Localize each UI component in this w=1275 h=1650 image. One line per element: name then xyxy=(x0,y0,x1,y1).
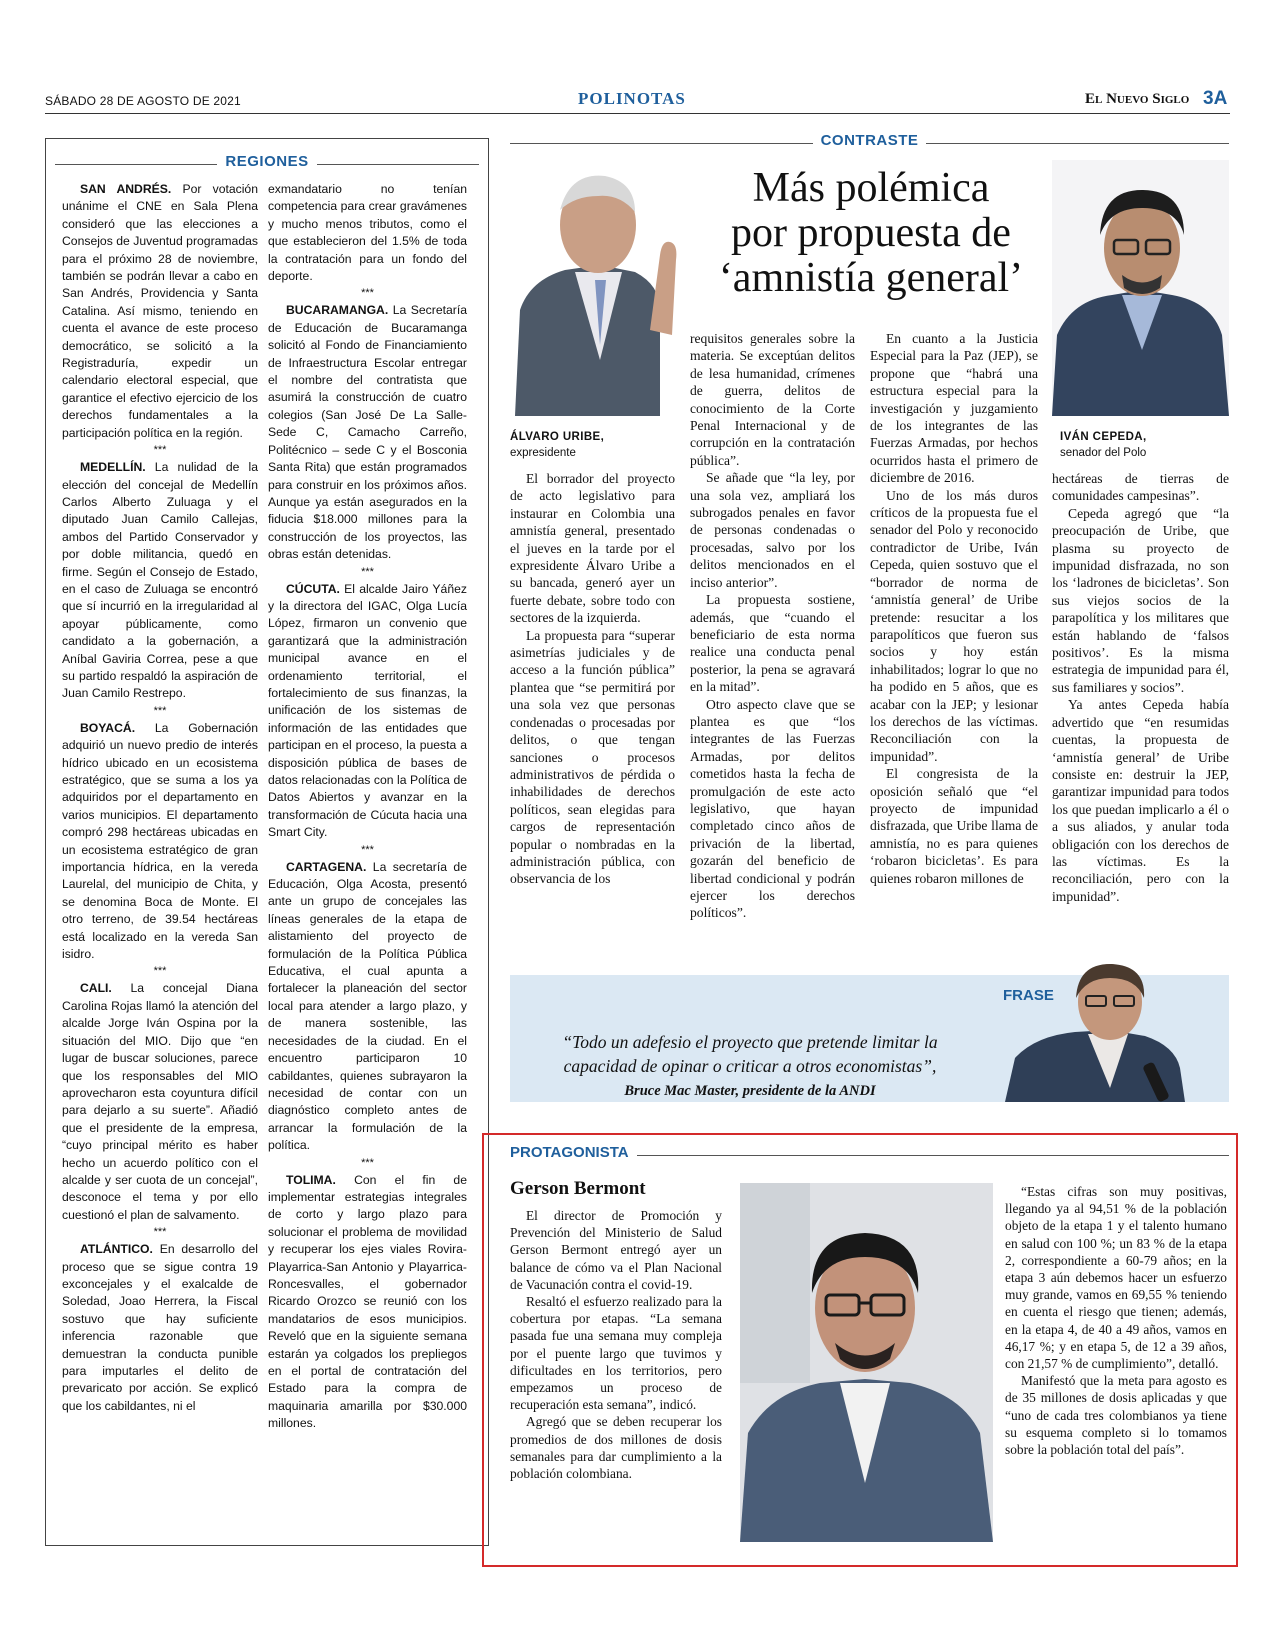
note-separator: *** xyxy=(153,704,167,717)
region-city: BUCARAMANGA. xyxy=(286,303,389,318)
paragraph: En cuanto a la Justicia Especial para la Paz (JEP), se propone que “habrá una estructura especial para la investigación y juzgamiento de los integrantes de las Fuerzas Armadas, por hechos ocurridos hasta el primero de diciembre de 2016. xyxy=(870,331,1038,486)
headline-line: ‘amnistía general’ xyxy=(718,255,1024,301)
regiones-kicker: REGIONES xyxy=(217,153,316,170)
region-note xyxy=(62,181,258,442)
header-date: SÁBADO 28 DE AGOSTO DE 2021 xyxy=(45,94,241,108)
protagonista-kicker-rule xyxy=(637,1155,1229,1156)
headline-line: por propuesta de xyxy=(731,210,1011,256)
uribe-portrait-icon xyxy=(510,160,690,416)
bruce-mac-master-photo xyxy=(1000,958,1229,1102)
protagonista-column-2 xyxy=(1005,1183,1227,1458)
paragraph: Manifestó que la meta para agosto es de 35 millones de dosis aplicadas y que “uno de cada tres colombianos ya tiene su esquema completo si lo tomamos sobre la población total del país”. xyxy=(1005,1373,1227,1458)
paragraph: Otro aspecto clave que se plantea es que “los integrantes de las Fuerzas Armadas, por delitos cometidos hasta la fecha de promulgación de este acto legislativo, que hayan completado cinco años de privación de la libertad, gozarán del beneficio de libertad condicional y podrán ejercer los derechos políticos”. xyxy=(690,696,855,921)
note-separator: *** xyxy=(153,1226,167,1239)
regiones-column-left xyxy=(62,181,258,1417)
region-city: BOYACÁ. xyxy=(80,720,136,735)
paragraph: Cepeda agregó que “la preocupación de Uribe, que plasma su proyecto de impunidad disfrazada, no son los ‘ladrones de bicicletas’. Son sus viejos socios de la parapolítica y los militares que están hablando de ‘falsos positivos’. Es la misma estrategia de impunidad para él, sus familiares y socios”. xyxy=(1052,505,1229,695)
note-separator: *** xyxy=(153,965,167,978)
region-city: SAN ANDRÉS. xyxy=(80,182,172,196)
paragraph: hectáreas de tierras de comunidades campesinas”. xyxy=(1052,471,1229,504)
cepeda-portrait-icon xyxy=(1052,160,1229,416)
region-text: En desarrollo del proceso que se sigue contra 19 exconcejales y el exalcalde de Soledad, Joao Herrera, la Fiscal sostuvo que hay suficiente inferencia razonable que demuestran la conducta punible para imputarles el delito de prevaricato por acción. Se explicó que los cabildantes, ni el xyxy=(62,1242,258,1413)
region-city: ATLÁNTICO. xyxy=(80,1242,153,1257)
paragraph: Ya antes Cepeda había advertido que “en resumidas cuentas, la propuesta de ‘amnistía general’ de Uribe consiste en: destruir la JEP, garantizar impunidad para todos los que puedan implicarlo a él o a sus aliados, y anular toda obligación con los derechos de las víctimas. Es la reconciliación, pero con la impunidad”. xyxy=(1052,697,1229,904)
paragraph: El congresista de la oposición señaló que “el proyecto de impunidad disfrazada, que Uribe llama de amnistía, no es para quienes ‘robaron bicicletas’. Es para quienes robaron millones de xyxy=(870,766,1038,886)
region-city: CÚCUTA. xyxy=(286,581,340,596)
region-city: MEDELLÍN. xyxy=(80,460,146,475)
paragraph: Uno de los más duros críticos de la propuesta fue el senador del Polo y reconocido contradictor de Uribe, Iván Cepeda, quien sostuvo que el “borrador de norma de ‘amnistía general’ de Uribe pretende: resucitar a los parapolíticos que fueron sus socios y hoy están inhabilitados; lograr lo que no ha podido en 5 años, que es acabar con la JEP; y lesionar los derechos de las víctimas. Reconciliación con la impunidad”. xyxy=(870,487,1038,764)
paragraph: “Estas cifras son muy positivas, llegando ya al 94,51 % de la población objeto de la etapa 1 y el talento humano en salud con 100 %; un 83 % de la etapa 2, correspondiente a 60-79 años; en la etapa 3 aún debemos hacer un esfuerzo muy grande, vamos en 69,55 % teniendo en cuenta el riesgo que tienen; además, en la etapa 4, de 40 a 49 años, vamos en 46,17 %; y en etapa 5, de 12 a 39 años, con 21,57 % de cumplimiento”, detalló. xyxy=(1005,1184,1227,1372)
region-text: Por votación unánime el CNE en Sala Plena consideró que las elecciones a Consejos de Juventud programadas para el próximo 28 de noviembre, también se podrán llevar a cabo en San Andrés, Providencia y Santa Catalina. Así mismo, teniendo en cuenta el avance de este proceso democrático, se solicitó a la Registraduría, expedir un calendario electoral especial, que garantice el efectivo ejercicio de los derechos fundamentales a la participación política en la región. xyxy=(62,182,258,440)
newspaper-name: El Nuevo Siglo xyxy=(1085,91,1190,107)
quote-line: “Todo un adefesio el proyecto que pretende limitar la xyxy=(562,1032,938,1052)
quote-line: capacidad de opinar o criticar a otros economistas”, xyxy=(563,1056,937,1076)
bermont-portrait-icon xyxy=(740,1183,993,1542)
contraste-kicker-wrap xyxy=(510,132,1229,150)
region-city: TOLIMA. xyxy=(286,1172,336,1187)
header-rule xyxy=(45,113,1230,114)
regiones-column-right xyxy=(268,181,467,1435)
paragraph: Resaltó el esfuerzo realizado para la cobertura por etapas. “La semana pasada fue una semana muy compleja por el puente largo que tuvimos y dificultades en los territorios, pero empezamos un proceso de recuperación esta semana”, indicó. xyxy=(510,1294,722,1413)
region-note xyxy=(62,980,258,1224)
note-separator: *** xyxy=(361,565,374,578)
mac-master-portrait-icon xyxy=(1000,958,1229,1102)
region-note xyxy=(62,459,258,703)
note-separator: *** xyxy=(361,1156,374,1169)
region-text: La nulidad de la elección del concejal de Medellín Carlos Alberto Zuluaga y el diputado Juan Camilo Callejas, ambos del Partido Conservador y por doble militancia, quedó en firme. Según el Consejo de Estado, en el caso de Zuluaga se encontró que sí incurrió en la irregularidad al apoyar públicamente, como candidato a la gobernación, a Aníbal Gaviria Correa, pese a que su partido respaldó la aspiración de Juan Camilo Restrepo. xyxy=(62,460,258,701)
note-separator: *** xyxy=(361,843,374,856)
headline xyxy=(690,166,1052,301)
region-text: Con el fin de implementar estrategias integrales de corto y largo plazo para solucionar el problema de movilidad y recuperar los ejes viales Rovira-Playarrica-San Antonio y Playarrica-Roncesvalles, el gobernador Ricardo Orozco se reunió con los mandatarios de esos municipios. Reveló que en la siguiente semana estarán ya colgados los prepliegos en el portal de contratación del Estado para la compra de maquinaria amarilla por $30.000 millones. xyxy=(268,1172,467,1431)
headline-line: Más polémica xyxy=(752,165,990,211)
paragraph: Agregó que se deben recuperar los promedios de dos millones de dosis semanales para dar cumplimiento a la población colombiana. xyxy=(510,1414,722,1482)
cepeda-caption-role: senador del Polo xyxy=(1060,447,1147,459)
paragraph: Se añade que “la ley, por una sola vez, ampliará los subrogados penales en favor de personas condenadas o procesadas, salvo por los delitos mencionados en el inciso anterior”. xyxy=(690,470,855,590)
paragraph: El borrador del proyecto de acto legislativo para instaurar en Colombia una amnistía general, presentado el jueves en la tarde por el expresidente Álvaro Uribe a su bancada, generó ayer un fuerte debate, sobre todo con sectores de la izquierda. xyxy=(510,471,675,626)
paragraph: requisitos generales sobre la materia. Se exceptúan delitos de lesa humanidad, crímenes de guerra, delitos de conocimiento de la Corte Penal Internacional y de corrupción en la contratación pública”. xyxy=(690,331,855,468)
alvaro-uribe-photo xyxy=(510,160,690,416)
frase-kicker: FRASE xyxy=(1003,987,1054,1004)
contraste-column-2 xyxy=(690,330,855,922)
region-text: La concejal Diana Carolina Rojas llamó la atención del alcalde Jorge Iván Ospina por la situación del MIO. Dijo que “en lugar de buscar soluciones, parece que los responsables del MIO aprovecharon esta coyuntura difícil para dejarlo a su suerte”. Añadió que el presidente de la empresa, “cuyo principal mérito es haber hecho un acuerdo político con el alcalde y ser cuota de un concejal”, desconoce el tema y por ello cuestionó el plan de salvamento. xyxy=(62,981,258,1222)
note-separator: *** xyxy=(153,444,167,457)
protagonista-name: Gerson Bermont xyxy=(510,1178,646,1199)
contraste-column-4 xyxy=(1052,470,1229,905)
region-city: CALI. xyxy=(80,981,112,996)
region-note xyxy=(268,302,467,563)
contraste-kicker: CONTRASTE xyxy=(813,132,927,149)
region-note xyxy=(268,1172,467,1433)
contraste-column-3 xyxy=(870,330,1038,887)
section-title: POLINOTAS xyxy=(578,89,686,108)
region-text: La Gobernación adquirió un nuevo predio de interés hídrico ubicado en un ecosistema estratégico, que se suma a los ya adquiridos por el departamento en varios municipios. El departamento compró 298 hectáreas ubicadas en un ecosistema estratégico de gran importancia hídrica, en la vereda Laurelal, del municipio de Chita, y se denomina Boca de Monte. El otro terreno, de 39.54 hectáreas está localizado en la vereda San isidro. xyxy=(62,720,258,962)
region-note xyxy=(62,1241,258,1415)
region-text: La secretaría de Educación, Olga Acosta, presentó ante un grupo de concejales las líneas generales de la etapa de alistamiento del proyecto de formulación de la Política Pública Educativa, el cual apunta a fortalecer la planeación del sector local para atender a largo plazo, y de manera sostenible, las necesidades de la ciudad. En el encuentro participaron 10 cabildantes, quienes subrayaron la necesidad de contar con un diagnóstico completo antes de arrancar la formulación de la política. xyxy=(268,859,467,1153)
frase-source: Bruce Mac Master, presidente de la ANDI xyxy=(624,1083,876,1099)
contraste-column-1 xyxy=(510,470,675,888)
paragraph: El director de Promoción y Prevención del Ministerio de Salud Gerson Bermont entregó ayer un balance de cómo va el Plan Nacional de Vacunación contra el covid-19. xyxy=(510,1208,722,1292)
paragraph: La propuesta sostiene, además, que “cuando el beneficiario de esta norma realice una conducta penal posterior, la pena se agravará en la mitad”. xyxy=(690,592,855,695)
region-text: La Secretaría de Educación de Bucaramanga solicitó al Fondo de Financiamiento de Infraestructura Escolar entregar el nombre del contratista que asumirá la construcción de cuatro colegios (San José De La Salle- Sede C, Camacho Carreño, Politécnico – sede C y el Bosconia Santa Rita) que están programados para construir en los próximos años. Aunque ya están asegurados en la fiducia $18.000 millones para la construcción de los proyectos, las obras están detenidas. xyxy=(268,303,467,562)
uribe-caption-name: ÁLVARO URIBE, xyxy=(510,431,605,443)
protagonista-column-1 xyxy=(510,1207,722,1482)
protagonista-kicker: PROTAGONISTA xyxy=(510,1144,629,1161)
regiones-right-lead: exmandatario no tenían competencia para crear gravámenes y mucho menos tributos, como el que establecieron del 1.5% de toda la contratación para un fondo del deporte. xyxy=(268,182,467,284)
ivan-cepeda-photo xyxy=(1052,160,1229,416)
region-note xyxy=(62,720,258,964)
region-city: CARTAGENA. xyxy=(286,859,367,874)
paragraph: La propuesta para “superar asimetrías judiciales y de acceso a la función pública” plantea que “se permitirá por una sola vez que personas condenadas o procesadas por delitos, o que tengan sanciones o procesos administrativos de pérdida o inhabilidades de derechos políticos, sean elegidas para cargos de representación popular o nombradas en la administración pública, con observancia de los xyxy=(510,627,675,887)
regiones-kicker-wrap xyxy=(0,153,534,171)
cepeda-caption-name: IVÁN CEPEDA, xyxy=(1060,431,1147,443)
gerson-bermont-photo xyxy=(740,1183,993,1542)
uribe-caption-role: expresidente xyxy=(510,447,576,459)
frase-quote xyxy=(515,1030,985,1078)
region-note xyxy=(268,859,467,1155)
page-number: 3A xyxy=(1203,88,1228,109)
region-note xyxy=(268,581,467,842)
note-separator: *** xyxy=(361,287,374,300)
region-text: El alcalde Jairo Yáñez y la directora del IGAC, Olga Lucía López, firmaron un convenio que garantizará que la administración municipal avance en el ordenamiento territorial, el fortalecimiento de sus finanzas, la unificación de los sistemas de información de las entidades que participan en el proceso, la puesta a disposición pública de bases de datos relacionadas con la Política de Datos Abiertos y avanzar en la transformación de Cúcuta hacia una Smart City. xyxy=(268,581,467,840)
